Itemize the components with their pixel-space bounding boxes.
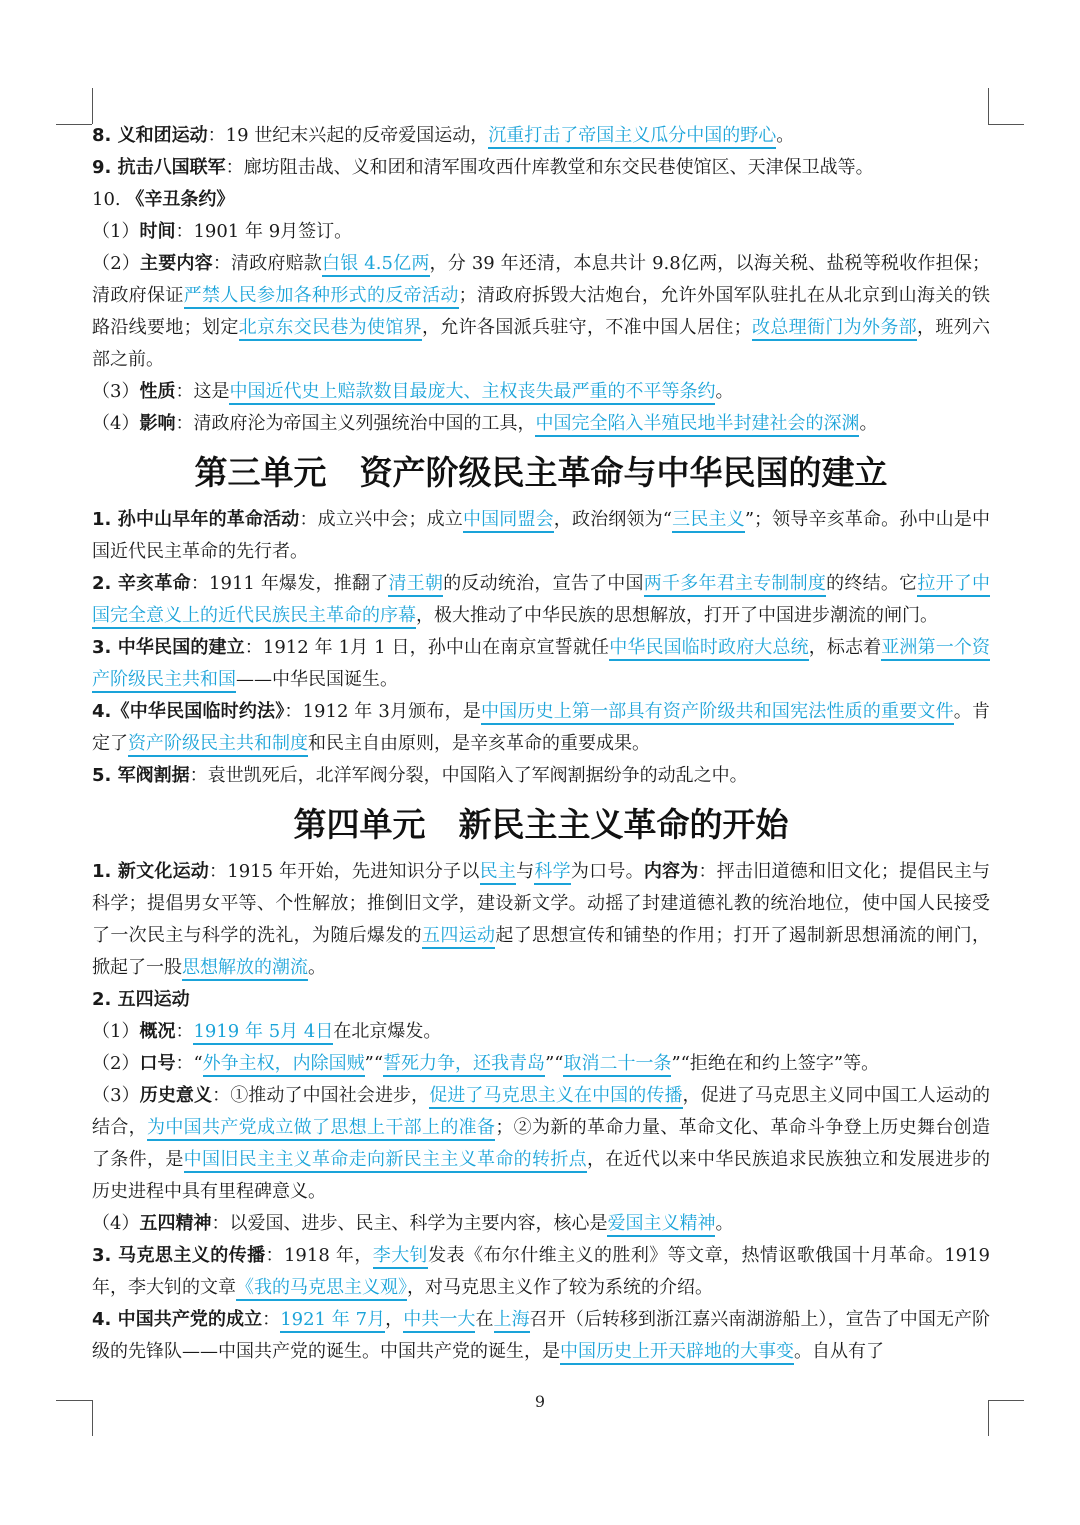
- body-text: （3）: [92, 1085, 140, 1106]
- key-point-highlight: 三民主义: [672, 509, 745, 533]
- bold-term: 《辛丑条约》: [126, 189, 235, 210]
- bold-term: 2. 辛亥革命: [92, 573, 191, 594]
- paragraph: [92, 1240, 990, 1304]
- key-point-highlight: 中国历史上开天辟地的大事变: [560, 1341, 794, 1365]
- body-text: ：廊坊阻击战、义和团和清军围攻西什库教堂和东交民巷使馆区、天津保卫战等。: [225, 157, 874, 178]
- paragraph: [92, 248, 990, 376]
- bold-term: 性质: [139, 381, 176, 402]
- body-text: 的反动统治，宣告了中国: [443, 573, 644, 594]
- body-text: 。肯定了: [92, 701, 990, 754]
- body-text: ：①推动了中国社会进步，: [212, 1085, 430, 1106]
- body-text: （1）: [92, 1021, 140, 1042]
- body-text: ：袁世凯死后，北洋军阀分裂，中国陷入了军阀割据纷争的动乱之中。: [189, 765, 748, 786]
- body-text: ——中华民国诞生。: [236, 669, 398, 690]
- key-point-highlight: 改总理衙门为外务部: [752, 317, 917, 341]
- bold-term: 2. 五四运动: [92, 989, 190, 1010]
- page-number: 9: [534, 1392, 546, 1411]
- bold-term: 概况: [139, 1021, 176, 1042]
- body-text: 10.: [92, 189, 127, 210]
- paragraph: [92, 984, 990, 1016]
- body-text: （2）: [92, 1053, 140, 1074]
- body-text: 。自从有了: [794, 1341, 884, 1362]
- body-text: 和民主自由原则，是辛亥革命的重要成果。: [308, 733, 650, 754]
- key-point-highlight: 严禁人民参加各种形式的反帝活动: [184, 285, 459, 309]
- key-point-highlight: 1921 年 7月: [280, 1309, 385, 1333]
- paragraph: [92, 1016, 990, 1048]
- body-text: ：清政府赔款: [212, 253, 322, 274]
- key-point-highlight: 五四运动: [422, 925, 495, 949]
- paragraph: [92, 1304, 990, 1368]
- bold-term: 五四精神: [139, 1213, 212, 1234]
- paragraph: [92, 568, 990, 632]
- key-point-highlight: 北京东交民巷为使馆界: [239, 317, 422, 341]
- body-text: （4）: [92, 413, 140, 434]
- body-text: ：: [262, 1309, 281, 1330]
- paragraph: [92, 408, 990, 440]
- body-text: ：1911 年爆发，推翻了: [190, 573, 389, 594]
- paragraph: [92, 376, 990, 408]
- key-point-highlight: 李大钊: [373, 1245, 428, 1269]
- key-point-highlight: 中共一大: [403, 1309, 475, 1333]
- key-point-highlight: 沉重打击了帝国主义瓜分中国的野心: [488, 125, 776, 149]
- bold-term: 1. 新文化运动: [92, 861, 210, 882]
- bold-term: 5. 军阀割据: [92, 765, 190, 786]
- key-point-highlight: 中国历史上第一部具有资产阶级共和国宪法性质的重要文件: [481, 701, 954, 725]
- body-text: （2）: [92, 253, 141, 274]
- crop-mark-top-right-h: [988, 124, 1024, 125]
- body-text: 在北京爆发。: [333, 1021, 442, 1042]
- body-text: （3）: [92, 381, 140, 402]
- paragraph: [92, 696, 990, 760]
- bold-term: 3. 中华民国的建立: [92, 637, 245, 658]
- body-text: ，政治纲领为“: [553, 509, 672, 530]
- body-text: （4）: [92, 1213, 140, 1234]
- body-text: 起了思想宣传和铺垫的作用；打开了遏制新思想涌流的闸门，掀起了一股: [92, 925, 991, 978]
- body-text: ：: [175, 1021, 194, 1042]
- bold-term: 主要内容: [140, 253, 213, 274]
- body-text: 召开（后转移到浙江嘉兴南湖游船上），宣告了中国无产阶级的先锋队——中国共产党的诞生。中国共产党的诞生，是: [92, 1309, 991, 1362]
- key-point-highlight: 资产阶级民主共和制度: [128, 733, 308, 757]
- bold-term: 4. 中国共产党的成立: [92, 1309, 263, 1330]
- body-text: ：1912 年 1月 1 日，孙中山在南京宣誓就任: [244, 637, 610, 658]
- body-text: 发表《布尔什维主义的胜利》等文章，热情讴歌俄国十月革命。1919 年，李大钊的文章: [92, 1245, 991, 1298]
- body-text: ：1912 年 3月颁布，是: [284, 701, 481, 722]
- key-point-highlight: 清王朝: [388, 573, 443, 597]
- body-text: ，对马克思主义作了较为系统的介绍。: [407, 1277, 713, 1298]
- body-text: （1）: [92, 221, 140, 242]
- key-point-highlight: 外争主权，内除国贼: [203, 1053, 365, 1077]
- key-point-highlight: 拉开了中国完全意义上的近代民族民主革命的序幕: [92, 573, 990, 629]
- paragraph: [92, 1080, 990, 1208]
- body-text: ：1901 年 9月签订。: [175, 221, 353, 242]
- key-point-highlight: 科学: [534, 861, 570, 885]
- key-point-highlight: 中国同盟会: [463, 509, 554, 533]
- key-point-highlight: 中国旧民主主义革命走向新民主主义革命的转折点: [184, 1149, 587, 1173]
- crop-mark-top-right-v: [988, 88, 989, 124]
- bold-term: 3. 马克思主义的传播: [92, 1245, 266, 1266]
- body-text: ”；领导辛亥革命。孙中山是中国近代民主革命的先行者。: [92, 509, 991, 562]
- body-text: 。: [776, 125, 795, 146]
- body-text: 。: [859, 413, 878, 434]
- body-text: ：这是: [175, 381, 230, 402]
- body-text: ：抨击旧道德和旧文化；提倡民主与科学；提倡男女平等、个性解放；推倒旧文学，建设新文学。动摇了封建道德礼教的统治地位，使中国人民接受了一次民主与科学的洗礼，为随后爆发的: [92, 861, 991, 946]
- body-text: ”“拒绝在和约上签字”等。: [671, 1053, 880, 1074]
- unit-title: 第四单元 新民主主义革命的开始: [293, 805, 789, 844]
- body-text: ：以爱国、进步、民主、科学为主要内容，核心是: [211, 1213, 608, 1234]
- paragraph: [92, 184, 990, 216]
- key-point-highlight: 中华民国临时政府大总统: [609, 637, 809, 661]
- bold-term: 时间: [139, 221, 176, 242]
- bold-term: 4.《中华民国临时约法》: [92, 701, 285, 722]
- key-point-highlight: 民主: [480, 861, 516, 885]
- paragraph: [92, 856, 990, 984]
- body-text: 在: [475, 1309, 494, 1330]
- bold-term: 口号: [139, 1053, 176, 1074]
- body-text: ：“: [175, 1053, 203, 1074]
- paragraph: [92, 1048, 990, 1080]
- bold-term: 历史意义: [139, 1085, 213, 1106]
- key-point-highlight: 爱国主义精神: [607, 1213, 715, 1237]
- bold-term: 影响: [139, 413, 176, 434]
- body-text: 。: [715, 381, 734, 402]
- body-text: 为口号。: [570, 861, 644, 882]
- body-text: ：1915 年开始，先进知识分子以: [209, 861, 480, 882]
- unit-title: 第三单元 资产阶级民主革命与中华民国的建立: [194, 453, 888, 492]
- body-text: 。: [715, 1213, 734, 1234]
- paragraph: [92, 504, 990, 568]
- body-text: ，: [385, 1309, 404, 1330]
- body-text: ，标志着: [808, 637, 882, 658]
- body-text: ，班列六部之前。: [92, 317, 991, 370]
- body-text: ，促进了马克思主义同中国工人运动的结合，: [92, 1085, 991, 1138]
- key-point-highlight: 思想解放的潮流: [182, 957, 308, 981]
- paragraph: [92, 216, 990, 248]
- key-point-highlight: 1919 年 5月 4日: [193, 1021, 333, 1045]
- paragraph: [92, 120, 990, 152]
- body-text: ，分 39 年还清，本息共计 9.8亿两，以海关税、盐税等税收作担保；清政府保证: [92, 253, 991, 306]
- key-point-highlight: 白银 4.5亿两: [322, 253, 430, 277]
- body-text: ：清政府沦为帝国主义列强统治中国的工具，: [175, 413, 536, 434]
- crop-mark-top-left-v: [92, 88, 93, 124]
- key-point-highlight: 亚洲第一个资产阶级民主共和国: [92, 637, 990, 693]
- bold-term: 1. 孙中山早年的革命活动: [92, 509, 300, 530]
- key-point-highlight: 上海: [494, 1309, 530, 1333]
- paragraph: [92, 632, 990, 696]
- paragraph: [92, 1208, 990, 1240]
- bold-term: 9. 抗击八国联军: [92, 157, 226, 178]
- key-point-highlight: 誓死力争，还我青岛: [383, 1053, 545, 1077]
- paragraph: [92, 760, 990, 792]
- body-text: ，极大推动了中华民族的思想解放，打开了中国进步潮流的闸门。: [416, 605, 938, 626]
- bold-term: 内容为: [643, 861, 699, 882]
- key-point-highlight: 两千多年君主专制制度: [644, 573, 826, 597]
- body-text: ：19 世纪末兴起的反帝爱国运动，: [207, 125, 489, 146]
- key-point-highlight: 中国完全陷入半殖民地半封建社会的深渊: [535, 413, 859, 437]
- key-point-highlight: 《我的马克思主义观》: [236, 1277, 407, 1301]
- key-point-highlight: 促进了马克思主义在中国的传播: [429, 1085, 682, 1109]
- key-point-highlight: 为中国共产党成立做了思想上干部上的准备: [147, 1117, 495, 1141]
- bold-term: 8. 义和团运动: [92, 125, 208, 146]
- crop-mark-top-left-h: [56, 124, 92, 125]
- body-text: ：成立兴中会；成立: [299, 509, 463, 530]
- body-text: 与: [516, 861, 535, 882]
- body-text: 。: [308, 957, 326, 978]
- body-text: ：1918 年，: [265, 1245, 373, 1266]
- body-text: ，在近代以来中华民族追求民族独立和发展进步的历史进程中具有里程碑意义。: [92, 1149, 991, 1202]
- key-point-highlight: 中国近代史上赔款数目最庞大、主权丧失最严重的不平等条约: [229, 381, 715, 405]
- body-text: 的终结。它: [826, 573, 918, 594]
- body-text: ；②为新的革命力量、革命文化、革命斗争登上历史舞台创造了条件，是: [92, 1117, 991, 1170]
- paragraph: [92, 152, 990, 184]
- body-text: ”“: [545, 1053, 564, 1074]
- page-content: [92, 120, 990, 1368]
- body-text: ”“: [364, 1053, 384, 1074]
- key-point-highlight: 取消二十一条: [563, 1053, 671, 1077]
- body-text: ；清政府拆毁大沽炮台，允许外国军队驻扎在从北京到山海关的铁路沿线要地；划定: [92, 285, 991, 338]
- body-text: ，允许各国派兵驻守，不准中国人居住；: [422, 317, 752, 338]
